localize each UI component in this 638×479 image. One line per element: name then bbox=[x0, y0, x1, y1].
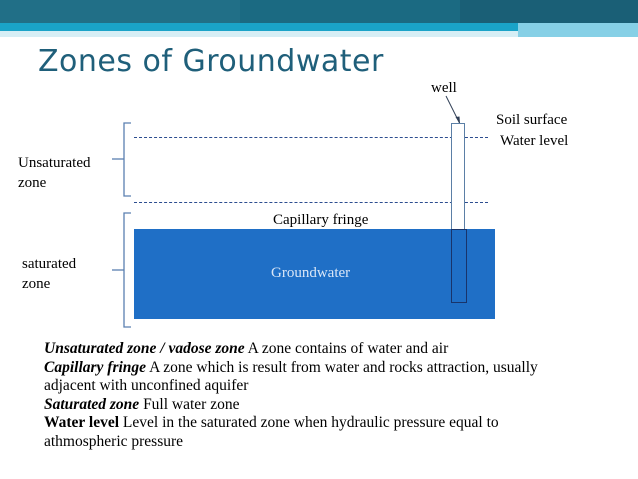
water-level-label: Water level bbox=[500, 133, 569, 149]
capillary-fringe-label: Capillary fringe bbox=[273, 212, 369, 228]
water-level-line bbox=[134, 137, 488, 138]
definition-item bbox=[44, 340, 584, 359]
slide-title: Zones of Groundwater bbox=[38, 44, 384, 79]
unsaturated-zone-label-line2: zone bbox=[18, 175, 47, 191]
definition-text: A zone which is result from water and rocks attraction, usually adjacent with unconfined aquifer bbox=[44, 358, 538, 394]
groundwater-label: Groundwater bbox=[271, 265, 351, 281]
unsaturated-zone-label-line1: Unsaturated bbox=[18, 155, 91, 171]
soil-surface-label: Soil surface bbox=[496, 112, 568, 128]
well-water-column bbox=[451, 229, 467, 303]
unsaturated-zone-bracket bbox=[124, 123, 131, 196]
capillary-fringe-top-line bbox=[134, 202, 488, 203]
saturated-zone-label-line2: zone bbox=[22, 276, 51, 292]
definition-term: Saturated zone bbox=[44, 395, 140, 413]
definition-item bbox=[44, 414, 584, 451]
definitions-list bbox=[44, 340, 584, 451]
well-label: well bbox=[431, 80, 457, 96]
definition-text: Full water zone bbox=[139, 395, 240, 413]
definition-term: Unsaturated zone / vadose zone bbox=[44, 340, 245, 357]
definition-text: Level in the saturated zone when hydraulic pressure equal to athmospheric pressure bbox=[44, 414, 499, 450]
saturated-zone-label-line1: saturated bbox=[22, 256, 77, 272]
definition-term: Capillary fringe bbox=[44, 358, 147, 376]
definition-item bbox=[44, 359, 584, 396]
definition-text: A zone contains of water and air bbox=[244, 340, 449, 357]
well-casing bbox=[451, 123, 465, 229]
definition-item bbox=[44, 396, 584, 415]
definition-term: Water level bbox=[44, 414, 120, 431]
saturated-zone-bracket bbox=[124, 213, 131, 327]
